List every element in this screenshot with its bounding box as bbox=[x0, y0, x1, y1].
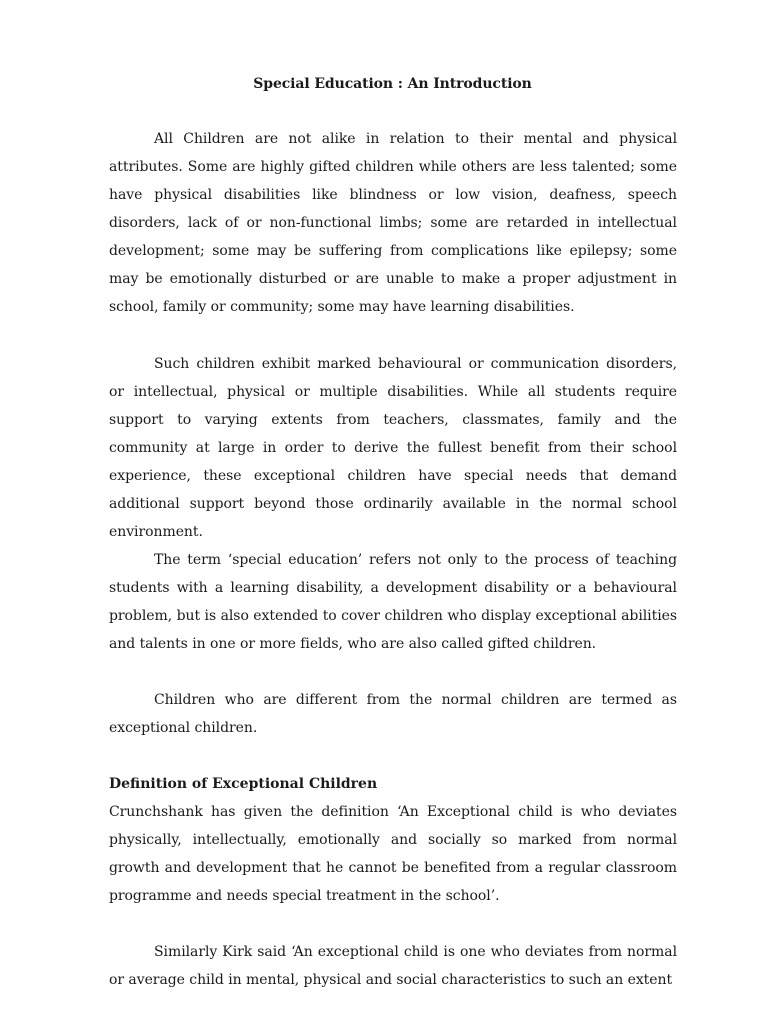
paragraph-2: Such children exhibit marked behavioural or communication disorders, or intellectual, physical or multiple disabilities. While all students require support to varying extents from teachers, classmates, family and the community at large in order to derive the fullest benefit from their school experience, these exceptional children have special needs that demand additional support beyond those ordinarily available in the normal school environment. bbox=[109, 356, 677, 540]
paragraph-4: Children who are different from the normal children are termed as exceptional children. bbox=[109, 692, 677, 736]
document-title: Special Education : An Introduction bbox=[253, 76, 532, 92]
paragraph-1: All Children are not alike in relation to their mental and physical attributes. Some are highly gifted children while others are less talented; some have physical disabilities like blindness or low vision, deafness, speech disorders, lack of or non-functional limbs; some are retarded in intellectual development; some may be suffering from complications like epilepsy; some may be emotionally disturbed or are unable to make a proper adjustment in school, family or community; some may have learning disabilities. bbox=[109, 131, 677, 315]
paragraph-3: The term ‘special education’ refers not only to the process of teaching students with a learning disability, a development disability or a behavioural problem, but is also extended to cover children who display exceptional abilities and talents in one or more fields, who are also called gifted children. bbox=[109, 552, 677, 652]
definition-paragraph: Crunchshank has given the definition ‘An Exceptional child is who deviates physically, intellectually, emotionally and socially so marked from normal growth and development that he cannot be benefited from a regular classroom programme and needs special treatment in the school’. bbox=[109, 804, 677, 904]
final-paragraph: Similarly Kirk said ‘An exceptional child is one who deviates from normal or average child in mental, physical and social characteristics to such an extent bbox=[109, 944, 677, 988]
section-heading: Definition of Exceptional Children bbox=[109, 776, 378, 792]
